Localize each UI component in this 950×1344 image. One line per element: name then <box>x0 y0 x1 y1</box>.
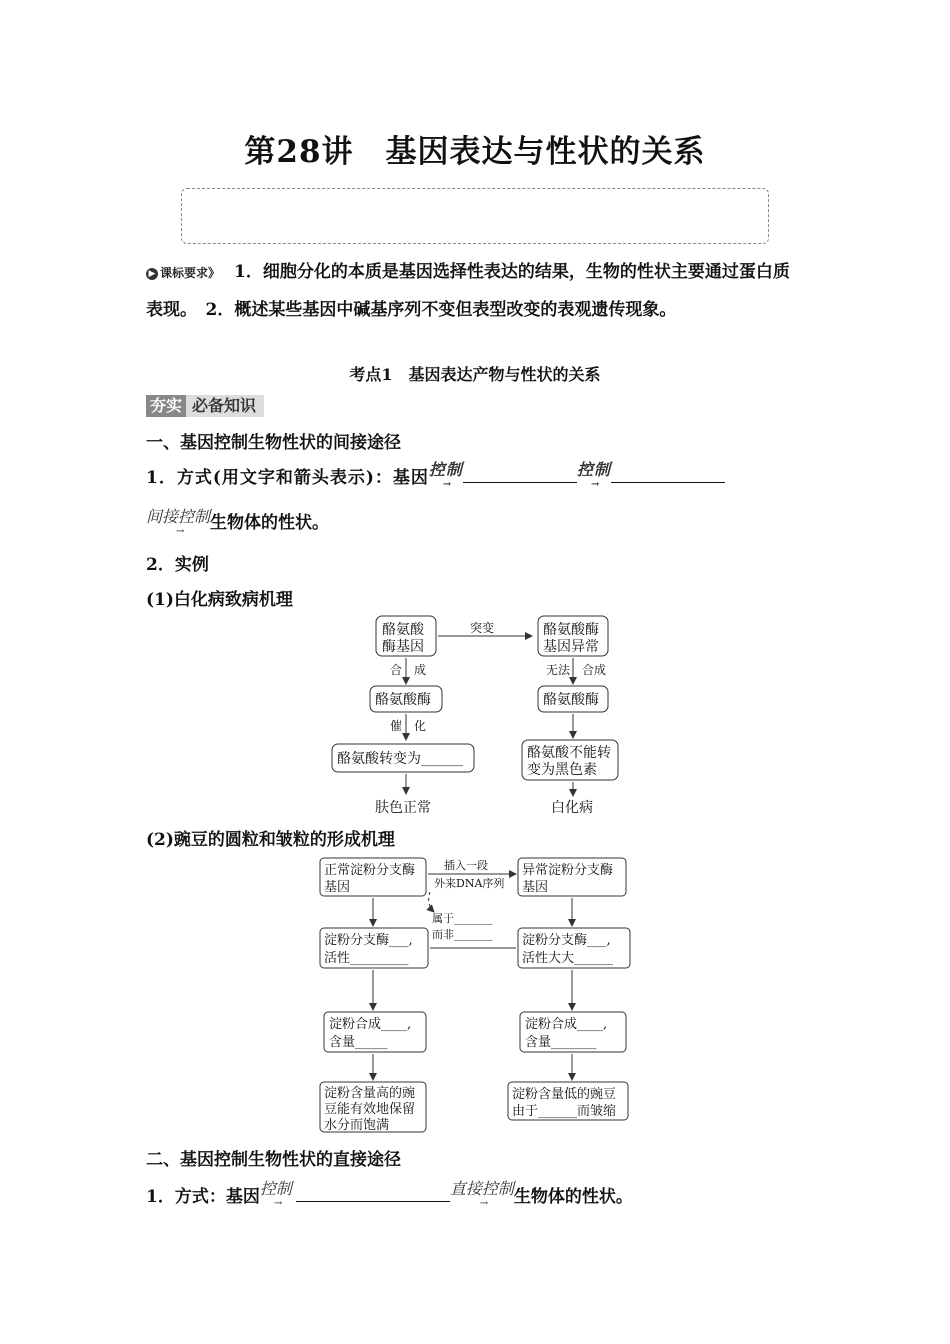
left-gene-line2: 酶基因 <box>382 639 424 655</box>
dashed-box <box>181 188 769 244</box>
p-left-result-line2: 豆能有效地保留 <box>324 1102 416 1117</box>
arrow2-direct: 直接控制 → <box>449 1179 514 1209</box>
right-gene-line2: 基因异常 <box>543 639 599 655</box>
pea-diagram <box>310 852 640 1137</box>
section1-method-cont <box>146 507 330 537</box>
p-left-result-line1: 淀粉含量高的豌 <box>324 1086 416 1101</box>
p-left-gene-line1: 正常淀粉分支酶 <box>324 863 416 878</box>
insert-line1: 插入一段 <box>444 859 488 872</box>
p-right-enzyme-line2: 活性大大______ <box>522 951 614 966</box>
tag-part2: 必备知识 <box>186 395 264 417</box>
arrow-control-1: 控制 → <box>428 460 463 490</box>
p-right-starch-line1: 淀粉合成____, <box>525 1017 608 1032</box>
method2-label: 1．方式：基因 <box>146 1187 260 1207</box>
tag-part1: 夯实 <box>146 395 186 417</box>
method-label: 1．方式(用文字和箭头表示)：基因 <box>146 468 429 488</box>
p-right-gene-line2: 基因 <box>522 880 549 895</box>
left-result: 酪氨酸转变为______ <box>337 751 463 767</box>
p-left-starch-line2: 含量_____ <box>329 1035 388 1050</box>
arrow-control-2: 控制 → <box>576 460 611 490</box>
p-left-gene-line2: 基因 <box>324 880 351 895</box>
case1-label: (1)白化病致病机理 <box>146 590 293 610</box>
p-right-result-line2: 由于______而皱缩 <box>512 1104 617 1119</box>
right-gene-line1: 酪氨酸酶 <box>543 622 599 638</box>
p-left-enzyme-line2: 活性_________ <box>324 951 409 966</box>
example-label: 2．实例 <box>146 555 209 575</box>
section2-heading: 二、基因控制生物性状的直接途径 <box>146 1150 401 1170</box>
section2-method <box>146 1179 633 1209</box>
albinism-diagram <box>320 610 640 820</box>
arrow2-control: 控制 → <box>259 1179 292 1209</box>
requirements-text: 1．细胞分化的本质是基因选择性表达的结果，生物的性状主要通过蛋白质表现。 2．概述某些基因中碱基序列不变但表型改变的表观遗传现象。 <box>146 262 790 320</box>
section-subtitle: 考点1 基因表达产物与性状的关系 <box>349 365 601 384</box>
method-end: 生物体的性状。 <box>210 513 330 533</box>
mutation-label: 突变 <box>470 621 495 635</box>
left-gene-line1: 酪氨酸 <box>382 622 424 638</box>
blank-1 <box>463 466 577 483</box>
blank-3 <box>296 1185 450 1202</box>
right-result-line1: 酪氨酸不能转 <box>527 745 611 761</box>
insert-line2: 外来DNA序列 <box>434 877 505 890</box>
knowledge-tag <box>146 395 264 417</box>
right-enzyme: 酪氨酸酶 <box>543 692 599 708</box>
method2-end: 生物体的性状。 <box>513 1187 633 1207</box>
p-left-starch-line1: 淀粉合成____, <box>329 1017 412 1032</box>
requirements-badge: ▶ 课标要求》 <box>146 255 220 292</box>
p-left-result-line3: 水分而饱满 <box>324 1118 390 1133</box>
blank-2 <box>611 466 725 483</box>
right-synth-label: 无法 合成 <box>546 663 607 677</box>
p-left-enzyme-line1: 淀粉分支酶___, <box>324 933 413 948</box>
p-right-enzyme-line1: 淀粉分支酶___, <box>522 933 611 948</box>
requirements-paragraph <box>146 254 806 329</box>
left-outcome: 肤色正常 <box>375 800 431 816</box>
belongs-line2: 而非_______ <box>432 928 493 941</box>
right-outcome: 白化病 <box>551 800 593 816</box>
section1-method <box>146 460 725 490</box>
p-right-starch-line2: 含量_______ <box>525 1035 597 1050</box>
p-right-result-line1: 淀粉含量低的豌豆 <box>512 1087 617 1102</box>
left-synth-label: 合 成 <box>390 663 427 677</box>
section1-heading: 一、基因控制生物性状的间接途径 <box>146 433 401 453</box>
right-result-line2: 变为黑色素 <box>527 762 597 778</box>
arrow-icon: ▶ <box>146 268 158 280</box>
case2-label: (2)豌豆的圆粒和皱粒的形成机理 <box>146 830 395 850</box>
catalyze-label: 催 化 <box>390 719 427 733</box>
p-right-gene-line1: 异常淀粉分支酶 <box>522 863 614 878</box>
page-title: 第28讲 基因表达与性状的关系 <box>244 134 706 170</box>
left-enzyme: 酪氨酸酶 <box>375 692 431 708</box>
arrow-indirect: 间接控制 → <box>146 507 211 537</box>
belongs-line1: 属于_______ <box>432 912 493 925</box>
